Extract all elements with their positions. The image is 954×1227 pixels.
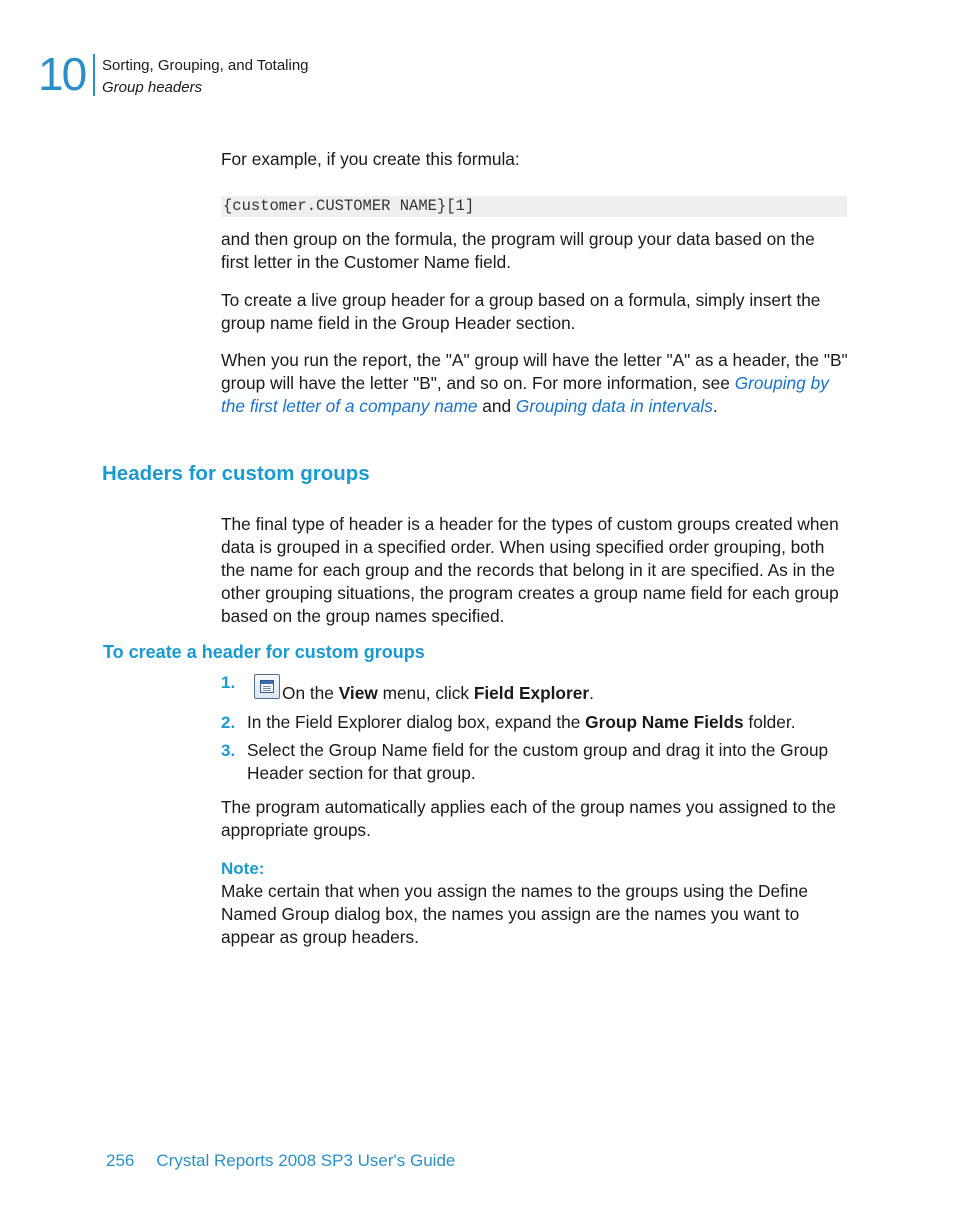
page-footer: [106, 1150, 455, 1172]
page-number: 256: [106, 1151, 135, 1170]
note-text: Make certain that when you assign the names to the groups using the Define Named Group dialog box, the names you assign are the names you want to appear as group headers.: [221, 881, 808, 947]
section-paragraph: The final type of header is a header for the types of custom groups created when data is grouped in a specified order. When using specified order grouping, both the name for each group and the records that belong in it are specified. As in the other grouping situations, the program creates a group name field for each group based on the group names specified.: [221, 514, 839, 626]
intro-paragraph-1: For example, if you create this formula:: [221, 149, 520, 169]
menu-name-view: View: [338, 683, 378, 703]
book-title: Crystal Reports 2008 SP3 User's Guide: [156, 1151, 456, 1170]
section-heading: Headers for custom groups: [102, 462, 370, 485]
procedure-result-paragraph: The program automatically applies each of the group names you assigned to the appropriate groups.: [221, 797, 836, 840]
step-1-text: On the View menu, click Field Explorer.: [282, 683, 594, 703]
intro-paragraph-4-start: When you run the report, the "A" group will have the letter "A" as a header, the "B" group will have the letter "B", and so on. For more information, see: [221, 350, 848, 393]
formula-code-block: {customer.CUSTOMER NAME}[1]: [221, 196, 847, 217]
intro-paragraph-4-end: .: [712, 396, 718, 416]
step-1-number: 1.: [221, 673, 236, 692]
intro-paragraph-3: To create a live group header for a group based on a formula, simply insert the group name field in the Group Header section.: [221, 290, 821, 333]
step-2-text: In the Field Explorer dialog box, expand the Group Name Fields folder.: [247, 712, 796, 732]
intro-paragraph-4: [221, 349, 853, 418]
procedure-heading: To create a header for custom groups: [103, 642, 425, 662]
link-grouping-first-letter[interactable]: Grouping by the first letter of a company name: [221, 373, 829, 416]
command-field-explorer: Field Explorer: [473, 683, 590, 703]
chapter-title: Sorting, Grouping, and Totaling: [102, 57, 309, 74]
step-3-text: Select the Group Name field for the custom group and drag it into the Group Header section for that group.: [247, 740, 829, 783]
field-explorer-icon: [254, 674, 280, 699]
intro-paragraph-2: and then group on the formula, the program will group your data based on the first letter in the Customer Name field.: [221, 229, 815, 272]
note-label: Note:: [221, 859, 265, 878]
step-3-number: 3.: [221, 741, 236, 760]
link-grouping-intervals[interactable]: Grouping data in intervals: [515, 396, 713, 416]
header-divider: [93, 54, 95, 96]
intro-paragraph-4-and: and: [477, 396, 516, 416]
section-title: Group headers: [102, 79, 203, 96]
chapter-number: 10: [38, 48, 86, 100]
step-2-number: 2.: [221, 713, 236, 732]
folder-group-name-fields: Group Name Fields: [585, 712, 744, 732]
